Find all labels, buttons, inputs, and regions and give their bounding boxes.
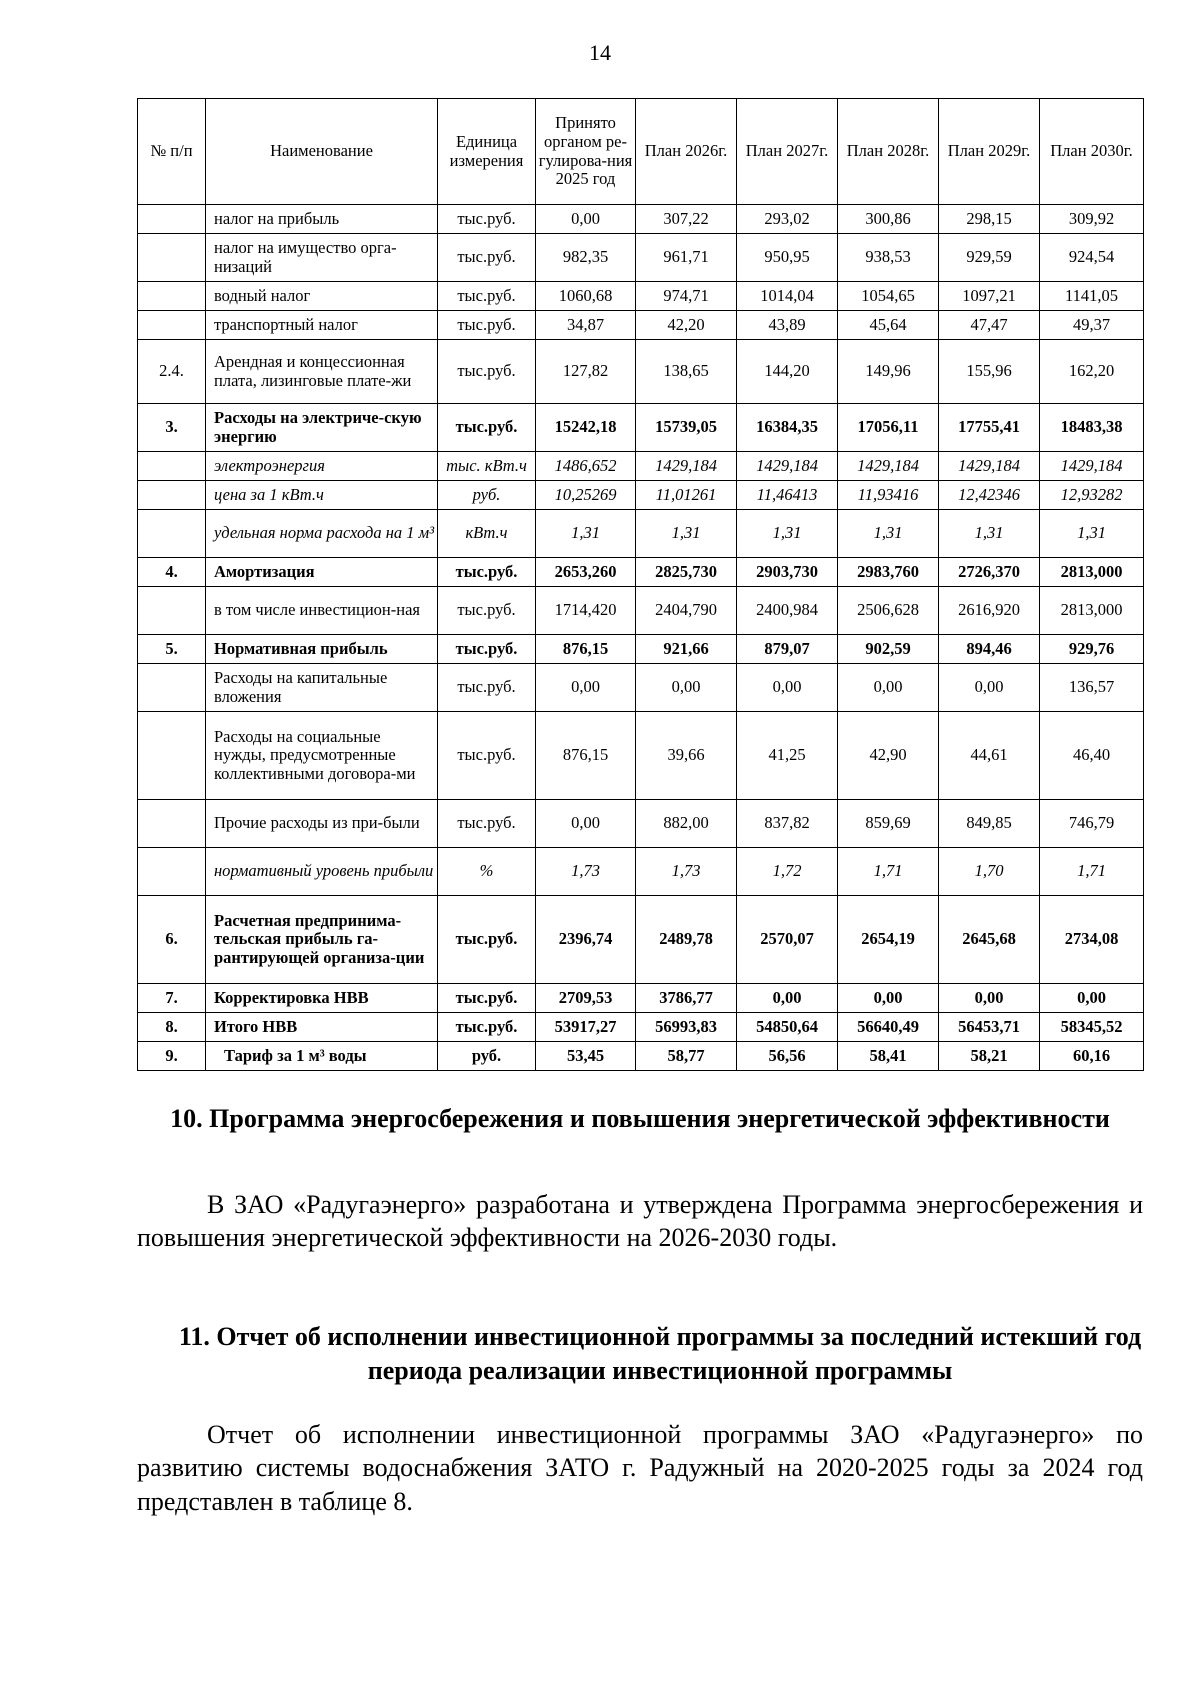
row-value: 1054,65: [838, 282, 939, 311]
row-number: [138, 311, 206, 340]
row-value: 1,71: [1040, 848, 1144, 896]
row-unit: тыс.руб.: [438, 205, 536, 234]
row-name: водный налог: [206, 282, 438, 311]
table-row: [138, 452, 1144, 481]
row-value: 58345,52: [1040, 1013, 1144, 1042]
row-value: 2489,78: [636, 896, 737, 984]
row-value: 929,59: [939, 234, 1040, 282]
row-value: 53,45: [536, 1042, 636, 1071]
row-unit: тыс.руб.: [438, 558, 536, 587]
row-number: 7.: [138, 984, 206, 1013]
row-value: 1429,184: [737, 452, 838, 481]
table-row: [138, 481, 1144, 510]
row-name: удельная норма расхода на 1 м³: [206, 510, 438, 558]
row-value: 11,46413: [737, 481, 838, 510]
header-accepted: Принято органом ре-гулирова-ния 2025 год: [536, 99, 636, 205]
row-value: 0,00: [939, 664, 1040, 712]
row-value: 34,87: [536, 311, 636, 340]
row-number: 6.: [138, 896, 206, 984]
row-number: [138, 234, 206, 282]
row-value: 44,61: [939, 712, 1040, 800]
row-unit: тыс.руб.: [438, 712, 536, 800]
table-row: [138, 234, 1144, 282]
row-name: Прочие расходы из при-были: [206, 800, 438, 848]
row-value: 882,00: [636, 800, 737, 848]
row-value: 0,00: [939, 984, 1040, 1013]
row-value: 0,00: [536, 664, 636, 712]
row-value: 53917,27: [536, 1013, 636, 1042]
row-value: 1,71: [838, 848, 939, 896]
row-number: [138, 282, 206, 311]
row-value: 3786,77: [636, 984, 737, 1013]
table-row: [138, 282, 1144, 311]
row-value: 12,93282: [1040, 481, 1144, 510]
row-unit: %: [438, 848, 536, 896]
row-value: 2903,730: [737, 558, 838, 587]
row-unit: тыс.руб.: [438, 587, 536, 635]
row-unit: тыс.руб.: [438, 664, 536, 712]
row-value: 56993,83: [636, 1013, 737, 1042]
row-value: 43,89: [737, 311, 838, 340]
row-value: 876,15: [536, 635, 636, 664]
row-value: 58,21: [939, 1042, 1040, 1071]
row-value: 144,20: [737, 340, 838, 404]
row-unit: тыс.руб.: [438, 984, 536, 1013]
row-value: 0,00: [838, 984, 939, 1013]
table-row: [138, 587, 1144, 635]
row-unit: тыс.руб.: [438, 896, 536, 984]
row-value: 16384,35: [737, 404, 838, 452]
row-value: 56453,71: [939, 1013, 1040, 1042]
row-value: 2813,000: [1040, 587, 1144, 635]
row-value: 18483,38: [1040, 404, 1144, 452]
row-number: [138, 587, 206, 635]
row-number: [138, 664, 206, 712]
row-name: Тариф за 1 м³ воды: [206, 1042, 438, 1071]
row-value: 2404,790: [636, 587, 737, 635]
row-value: 17755,41: [939, 404, 1040, 452]
row-value: 149,96: [838, 340, 939, 404]
row-value: 876,15: [536, 712, 636, 800]
row-value: 11,93416: [838, 481, 939, 510]
row-name: цена за 1 кВт.ч: [206, 481, 438, 510]
section-11-heading: 11. Отчет об исполнении инвестиционной программы за последний истекший год периода реализации инвестиционной программы: [178, 1322, 1142, 1385]
row-value: 0,00: [536, 800, 636, 848]
row-number: 5.: [138, 635, 206, 664]
row-value: 974,71: [636, 282, 737, 311]
row-value: 58,41: [838, 1042, 939, 1071]
row-value: 2645,68: [939, 896, 1040, 984]
row-number: 2.4.: [138, 340, 206, 404]
row-name: Амортизация: [206, 558, 438, 587]
row-value: 859,69: [838, 800, 939, 848]
row-value: 2654,19: [838, 896, 939, 984]
row-value: 1060,68: [536, 282, 636, 311]
table-row: [138, 896, 1144, 984]
row-value: 136,57: [1040, 664, 1144, 712]
row-value: 2616,920: [939, 587, 1040, 635]
row-value: 41,25: [737, 712, 838, 800]
row-value: 46,40: [1040, 712, 1144, 800]
row-value: 982,35: [536, 234, 636, 282]
row-number: [138, 510, 206, 558]
row-unit: тыс. кВт.ч: [438, 452, 536, 481]
row-value: 1,31: [939, 510, 1040, 558]
row-unit: тыс.руб.: [438, 234, 536, 282]
row-unit: руб.: [438, 1042, 536, 1071]
row-value: 837,82: [737, 800, 838, 848]
row-value: 309,92: [1040, 205, 1144, 234]
row-value: 0,00: [536, 205, 636, 234]
row-value: 0,00: [636, 664, 737, 712]
row-value: 2709,53: [536, 984, 636, 1013]
row-unit: тыс.руб.: [438, 340, 536, 404]
row-number: 8.: [138, 1013, 206, 1042]
table-row: [138, 848, 1144, 896]
row-value: 42,20: [636, 311, 737, 340]
row-value: 1,31: [1040, 510, 1144, 558]
row-number: 3.: [138, 404, 206, 452]
row-value: 162,20: [1040, 340, 1144, 404]
row-value: 2734,08: [1040, 896, 1144, 984]
row-value: 879,07: [737, 635, 838, 664]
row-unit: тыс.руб.: [438, 800, 536, 848]
row-value: 56,56: [737, 1042, 838, 1071]
table-row: [138, 558, 1144, 587]
row-value: 950,95: [737, 234, 838, 282]
row-name: Расходы на капитальные вложения: [206, 664, 438, 712]
row-name: Итого НВВ: [206, 1013, 438, 1042]
row-value: 849,85: [939, 800, 1040, 848]
table-row: [138, 1013, 1144, 1042]
row-value: 293,02: [737, 205, 838, 234]
row-value: 2813,000: [1040, 558, 1144, 587]
header-2028: План 2028г.: [838, 99, 939, 205]
header-num: № п/п: [138, 99, 206, 205]
row-value: 924,54: [1040, 234, 1144, 282]
row-value: 138,65: [636, 340, 737, 404]
row-value: 1,72: [737, 848, 838, 896]
row-value: 54850,64: [737, 1013, 838, 1042]
row-value: 60,16: [1040, 1042, 1144, 1071]
table-row: [138, 800, 1144, 848]
row-name: налог на имущество орга-низаций: [206, 234, 438, 282]
row-name: налог на прибыль: [206, 205, 438, 234]
row-value: 2396,74: [536, 896, 636, 984]
row-value: 961,71: [636, 234, 737, 282]
page-number: 14: [589, 40, 611, 65]
row-unit: тыс.руб.: [438, 635, 536, 664]
row-number: [138, 205, 206, 234]
header-2026: План 2026г.: [636, 99, 737, 205]
row-value: 2400,984: [737, 587, 838, 635]
row-value: 902,59: [838, 635, 939, 664]
row-value: 0,00: [1040, 984, 1144, 1013]
row-value: 1429,184: [636, 452, 737, 481]
row-value: 0,00: [737, 984, 838, 1013]
row-value: 2726,370: [939, 558, 1040, 587]
section-10-text: В ЗАО «Радугаэнерго» разработана и утверждена Программа энергосбережения и повышения энергетической эффективности на 2026-2030 годы.: [137, 1190, 1143, 1253]
row-value: 298,15: [939, 205, 1040, 234]
row-value: 746,79: [1040, 800, 1144, 848]
row-value: 155,96: [939, 340, 1040, 404]
row-name: Арендная и концессионная плата, лизинговые плате-жи: [206, 340, 438, 404]
row-value: 11,01261: [636, 481, 737, 510]
row-value: 56640,49: [838, 1013, 939, 1042]
row-value: 1,73: [636, 848, 737, 896]
header-name: Наименование: [206, 99, 438, 205]
row-name: Расчетная предпринима-тельская прибыль га-рантирующей организа-ции: [206, 896, 438, 984]
row-unit: тыс.руб.: [438, 311, 536, 340]
row-value: 1429,184: [1040, 452, 1144, 481]
row-value: 1714,420: [536, 587, 636, 635]
row-value: 1,31: [737, 510, 838, 558]
row-value: 1429,184: [838, 452, 939, 481]
row-unit: руб.: [438, 481, 536, 510]
header-2027: План 2027г.: [737, 99, 838, 205]
row-value: 58,77: [636, 1042, 737, 1071]
table-row: [138, 635, 1144, 664]
row-number: [138, 848, 206, 896]
table-row: [138, 664, 1144, 712]
row-number: [138, 712, 206, 800]
row-number: 4.: [138, 558, 206, 587]
table-row: [138, 1042, 1144, 1071]
row-value: 39,66: [636, 712, 737, 800]
row-value: 47,47: [939, 311, 1040, 340]
table-header-row: [138, 99, 1144, 205]
header-unit: Единица измерения: [438, 99, 536, 205]
row-value: 938,53: [838, 234, 939, 282]
row-number: [138, 481, 206, 510]
row-value: 127,82: [536, 340, 636, 404]
row-value: 300,86: [838, 205, 939, 234]
row-value: 1,31: [838, 510, 939, 558]
header-2029: План 2029г.: [939, 99, 1040, 205]
table-row: [138, 984, 1144, 1013]
row-value: 2506,628: [838, 587, 939, 635]
table-row: [138, 712, 1144, 800]
row-value: 1429,184: [939, 452, 1040, 481]
row-value: 1141,05: [1040, 282, 1144, 311]
row-value: 307,22: [636, 205, 737, 234]
row-value: 1486,652: [536, 452, 636, 481]
row-number: 9.: [138, 1042, 206, 1071]
row-value: 2570,07: [737, 896, 838, 984]
table-row: [138, 311, 1144, 340]
row-value: 2825,730: [636, 558, 737, 587]
section-11-text: Отчет об исполнении инвестиционной программы ЗАО «Радугаэнерго» по развитию системы водоснабжения ЗАТО г. Радужный на 2020-2025 годы за 2024 год представлен в таблице 8.: [137, 1420, 1143, 1516]
row-value: 1,31: [636, 510, 737, 558]
row-name: Корректировка НВВ: [206, 984, 438, 1013]
row-value: 1014,04: [737, 282, 838, 311]
row-value: 49,37: [1040, 311, 1144, 340]
row-value: 2653,260: [536, 558, 636, 587]
row-value: 921,66: [636, 635, 737, 664]
row-name: нормативный уровень прибыли: [206, 848, 438, 896]
row-unit: тыс.руб.: [438, 1013, 536, 1042]
row-number: [138, 800, 206, 848]
row-name: Расходы на социальные нужды, предусмотренные коллективными договора-ми: [206, 712, 438, 800]
row-name: Нормативная прибыль: [206, 635, 438, 664]
row-name: в том числе инвестицион-ная: [206, 587, 438, 635]
row-value: 2983,760: [838, 558, 939, 587]
row-unit: кВт.ч: [438, 510, 536, 558]
row-value: 894,46: [939, 635, 1040, 664]
row-value: 42,90: [838, 712, 939, 800]
row-value: 1,70: [939, 848, 1040, 896]
row-name: Расходы на электриче-скую энергию: [206, 404, 438, 452]
row-value: 12,42346: [939, 481, 1040, 510]
row-value: 10,25269: [536, 481, 636, 510]
row-unit: тыс.руб.: [438, 404, 536, 452]
row-value: 15242,18: [536, 404, 636, 452]
header-2030: План 2030г.: [1040, 99, 1144, 205]
table-row: [138, 340, 1144, 404]
row-number: [138, 452, 206, 481]
row-value: 15739,05: [636, 404, 737, 452]
row-name: электроэнергия: [206, 452, 438, 481]
row-value: 1097,21: [939, 282, 1040, 311]
row-value: 45,64: [838, 311, 939, 340]
table-row: [138, 404, 1144, 452]
row-value: 0,00: [737, 664, 838, 712]
section-10-heading: 10. Программа энергосбережения и повышения энергетической эффективности: [170, 1104, 1110, 1133]
row-value: 17056,11: [838, 404, 939, 452]
row-value: 1,31: [536, 510, 636, 558]
row-value: 929,76: [1040, 635, 1144, 664]
row-value: 1,73: [536, 848, 636, 896]
table-row: [138, 205, 1144, 234]
row-value: 0,00: [838, 664, 939, 712]
row-unit: тыс.руб.: [438, 282, 536, 311]
table-row: [138, 510, 1144, 558]
row-name: транспортный налог: [206, 311, 438, 340]
tariff-table: [137, 98, 1144, 1071]
